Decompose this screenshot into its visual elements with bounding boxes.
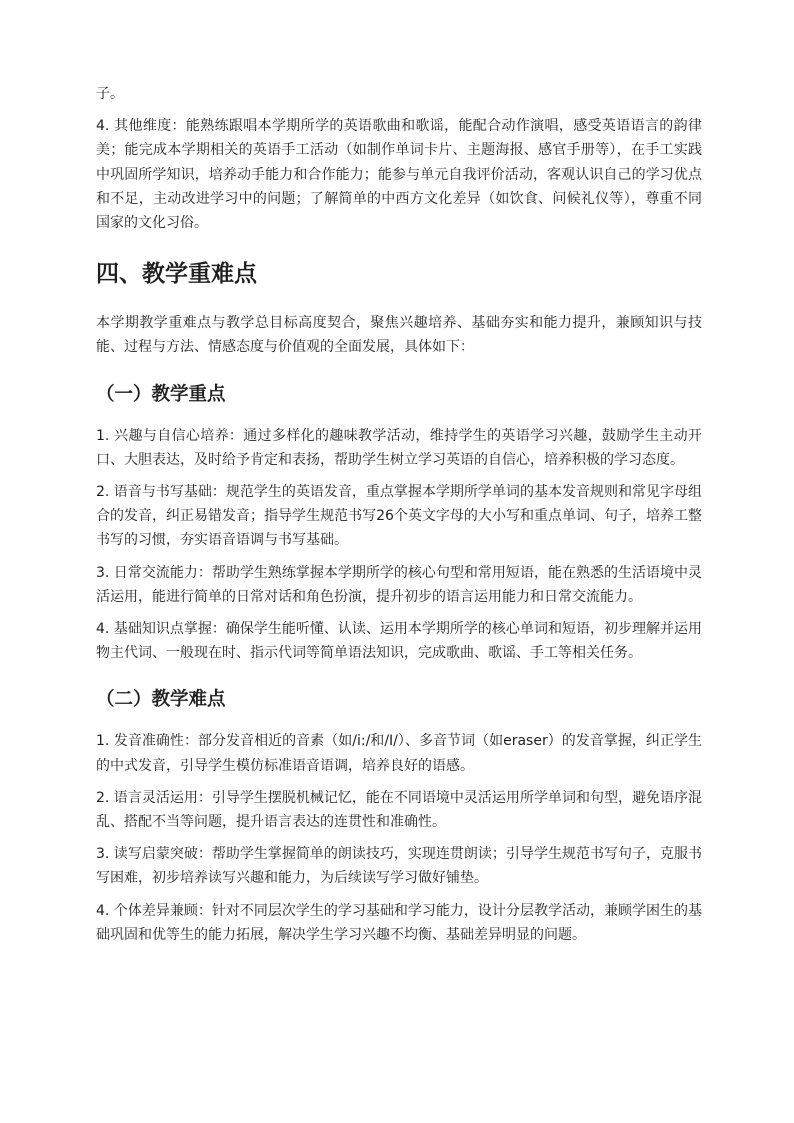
goal-item-4: 4. 其他维度：能熟练跟唱本学期所学的英语歌曲和歌谣，能配合动作演唱，感受英语语言的韵律美；能完成本学期相关的英语手工活动（如制作单词卡片、主题海报、感官手册等），在手工实践中巩固所学知识，培养动手能力和合作能力；能参与单元自我评价活动，客观认识自己的学习优点和不足，主动改进学习中的问题；了解简单的中西方文化差异（如饮食、问候礼仪等），尊重不同国家的文化习俗。 [96, 118, 702, 232]
difficulty-item-3: 3. 读写启蒙突破：帮助学生掌握简单的朗读技巧，实现连贯朗读；引导学生规范书写句子，克服书写困难，初步培养读写兴趣和能力，为后续读写学习做好铺垫。 [96, 846, 702, 887]
document-page [96, 82, 702, 955]
focus-item-1: 1. 兴趣与自信心培养：通过多样化的趣味教学活动，维持学生的英语学习兴趣，鼓励学生主动开口、大胆表达，及时给予肯定和表扬，帮助学生树立学习英语的自信心，培养积极的学习态度。 [96, 427, 702, 468]
subheading-focus: （一）教学重点 [96, 383, 226, 405]
difficulty-item-1: 1. 发音准确性：部分发音相近的音素（如/i:/和/I/）、多音节词（如eraser）的发音掌握，纠正学生的中式发音，引导学生模仿标准语音语调，培养良好的语感。 [96, 733, 702, 774]
subheading-difficulty: （二）教学难点 [96, 689, 226, 711]
difficulty-item-2: 2. 语言灵活运用：引导学生摆脱机械记忆，能在不同语境中灵活运用所学单词和句型，避免语序混乱、搭配不当等问题，提升语言表达的连贯性和准确性。 [96, 789, 702, 831]
focus-item-2: 2. 语音与书写基础：规范学生的英语发音，重点掌握本学期所学单词的基本发音规则和常见字母组合的发音，纠正易错发音；指导学生规范书写26个英文字母的大小写和重点单词、句子，培养工整书写的习惯，夯实语音语调与书写基础。 [96, 484, 702, 549]
focus-item-3: 3. 日常交流能力：帮助学生熟练掌握本学期所学的核心句型和常用短语，能在熟悉的生活语境中灵活运用，能进行简单的日常对话和角色扮演，提升初步的语言运用能力和日常交流能力。 [96, 564, 702, 605]
paragraph-fragment: 子。 [96, 86, 124, 102]
section-heading-4: 四、教学重难点 [96, 261, 257, 288]
section-4-intro: 本学期教学重难点与教学总目标高度契合，聚焦兴趣培养、基础夯实和能力提升，兼顾知识与技能、过程与方法、情感态度与价值观的全面发展，具体如下： [96, 315, 702, 356]
focus-item-4: 4. 基础知识点掌握：确保学生能听懂、认读、运用本学期所学的核心单词和短语，初步理解并运用物主代词、一般现在时、指示代词等简单语法知识，完成歌曲、歌谣、手工等相关任务。 [96, 621, 702, 662]
difficulty-item-4: 4. 个体差异兼顾：针对不同层次学生的学习基础和学习能力，设计分层教学活动，兼顾学困生的基础巩固和优等生的能力拓展，解决学生学习兴趣不均衡、基础差异明显的问题。 [96, 902, 702, 943]
